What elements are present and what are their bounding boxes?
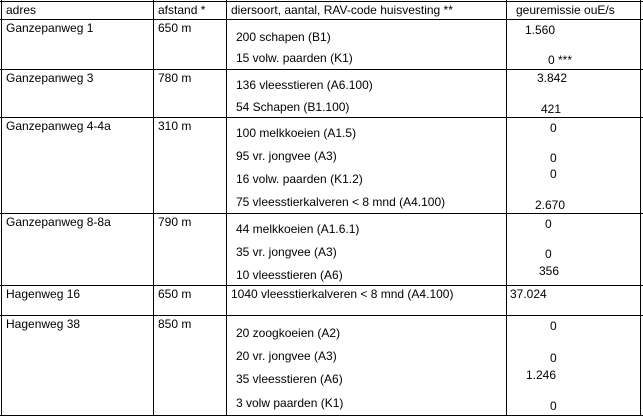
row-1-emissie-2: 0 *** [548,53,573,67]
row-3-emissie-3: 0 [550,167,557,181]
row-3-item-3: 16 volw. paarden (K1.2) [236,172,363,186]
row-3-emissie-2: 0 [550,151,557,165]
row-4-emissie-2: 0 [545,247,552,261]
row-2-emissie-2: 421 [541,102,562,116]
row-6-emissie-2: 0 [550,351,557,365]
row-2-adres: Ganzepanweg 3 [6,71,94,85]
row-5-emissie-1: 37.024 [510,287,547,301]
row-4-adres: Ganzepanweg 8-8a [6,215,111,229]
row-1-afstand: 650 m [158,21,192,35]
header-adres: adres [6,3,37,17]
rule-row-5 [0,315,643,316]
row-3-emissie-4: 2.670 [535,198,566,212]
row-4-emissie-1: 0 [545,217,552,231]
row-4-item-1: 44 melkkoeien (A1.6.1) [236,222,360,236]
header-afstand: afstand * [158,3,206,17]
row-4-emissie-3: 356 [539,264,560,278]
row-2-item-2: 54 Schapen (B1.100) [236,100,350,114]
rule-bottom [0,415,643,416]
rule-row-2 [0,117,643,118]
row-6-emissie-1: 0 [550,319,557,333]
row-3-item-4: 75 vleesstierkalveren < 8 mnd (A4.100) [236,195,446,209]
row-6-item-1: 20 zoogkoeien (A2) [236,326,341,340]
row-6-afstand: 850 m [158,317,192,331]
row-4-item-3: 10 vleesstieren (A6) [236,268,343,282]
rule-header [0,19,643,20]
col-rule-4 [640,0,641,416]
row-6-item-3: 35 vleesstieren (A6) [236,372,343,386]
row-3-afstand: 310 m [158,119,192,133]
row-6-emissie-3: 1.246 [526,368,557,382]
col-rule-1 [153,0,154,416]
row-2-item-1: 136 vleesstieren (A6.100) [236,78,373,92]
row-6-emissie-4: 0 [550,399,557,413]
rule-row-4 [0,285,643,286]
col-rule-2 [226,0,227,416]
rule-row-3 [0,213,643,214]
rule-top [0,1,643,2]
row-1-item-2: 15 volw. paarden (K1) [236,51,353,65]
row-5-adres: Hagenweg 16 [6,287,81,301]
header-emissie: geuremissie ouE/s [516,3,615,17]
row-3-emissie-1: 0 [550,121,557,135]
row-2-afstand: 780 m [158,71,192,85]
row-5-afstand: 650 m [158,287,192,301]
col-rule-0 [1,0,2,416]
row-1-emissie-1: 1.560 [525,23,556,37]
row-6-item-4: 3 volw paarden (K1) [236,396,344,410]
row-5-item-1: 1040 vleesstierkalveren < 8 mnd (A4.100) [231,287,454,301]
row-3-item-2: 95 vr. jongvee (A3) [236,149,337,163]
col-rule-3 [506,0,507,416]
row-6-adres: Hagenweg 38 [6,317,81,331]
row-1-item-1: 200 schapen (B1) [236,30,331,44]
row-4-item-2: 35 vr. jongvee (A3) [236,245,337,259]
row-4-afstand: 790 m [158,215,192,229]
row-3-item-1: 100 melkkoeien (A1.5) [236,126,357,140]
row-1-adres: Ganzepanweg 1 [6,21,94,35]
row-6-item-2: 20 vr. jongvee (A3) [236,349,337,363]
rule-row-1 [0,69,643,70]
header-dier: diersoort, aantal, RAV-code huisvesting ** [231,3,453,17]
row-2-emissie-1: 3.842 [537,71,568,85]
row-3-adres: Ganzepanweg 4-4a [6,119,111,133]
